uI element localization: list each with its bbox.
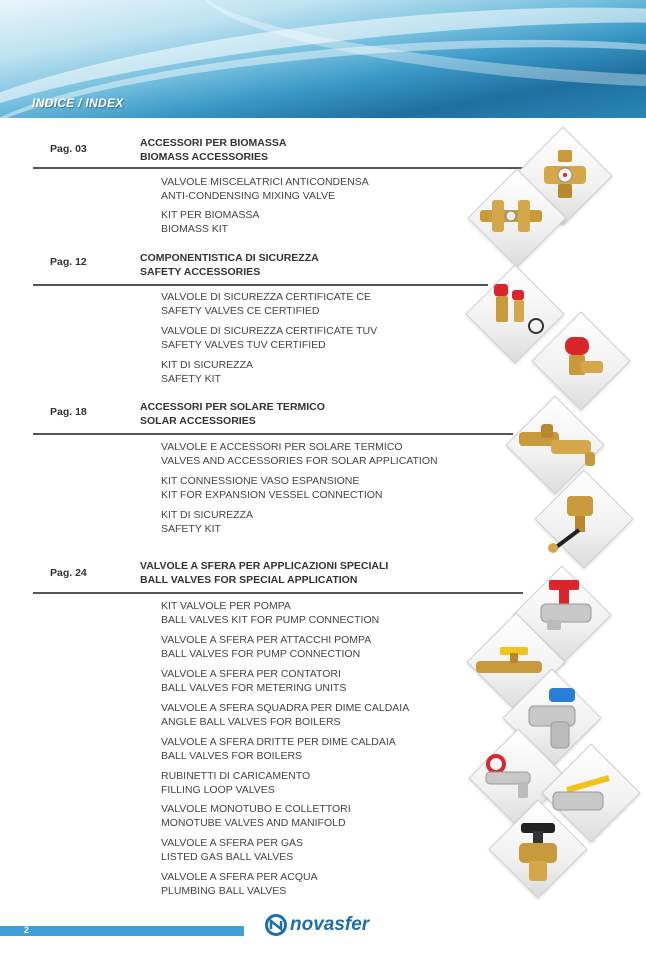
- list-item: [161, 176, 369, 203]
- list-item: [161, 837, 303, 864]
- section-title-en: BALL VALVES FOR SPECIAL APPLICATION: [140, 574, 358, 586]
- item-label-en: BALL VALVES FOR PUMP CONNECTION: [161, 647, 361, 660]
- item-label-en: FILLING LOOP VALVES: [161, 783, 275, 796]
- item-label-en: BALL VALVES FOR BOILERS: [161, 749, 303, 762]
- item-label-it: KIT VALVOLE PER POMPA: [161, 600, 291, 612]
- section-page-ref: Pag. 18: [50, 406, 87, 418]
- section-title: [140, 251, 319, 279]
- item-label-en: ANGLE BALL VALVES FOR BOILERS: [161, 715, 341, 728]
- plumbing-valve-image: [509, 817, 567, 887]
- list-item: [161, 668, 346, 695]
- section-page-ref: Pag. 12: [50, 256, 87, 268]
- footer-bar: [0, 926, 244, 936]
- item-label-en: SAFETY VALVES CE CERTIFIED: [161, 304, 320, 317]
- list-item: [161, 209, 259, 236]
- pump-kit-valve-image: [533, 576, 597, 642]
- solar-safety-kit-image: [545, 490, 609, 556]
- item-label-en: BALL VALVES KIT FOR PUMP CONNECTION: [161, 613, 380, 626]
- item-label-it: VALVOLE A SFERA SQUADRA PER DIME CALDAIA: [161, 702, 410, 714]
- item-label-it: KIT CONNESSIONE VASO ESPANSIONE: [161, 475, 360, 487]
- section-divider: [33, 284, 488, 286]
- filling-loop-valve-image: [478, 752, 538, 802]
- header-banner: [0, 0, 646, 118]
- solar-valve-image: [515, 418, 605, 470]
- item-label-it: VALVOLE DI SICUREZZA CERTIFICATE TUV: [161, 325, 378, 337]
- item-label-en: MONOTUBE VALVES AND MANIFOLD: [161, 816, 346, 829]
- biomass-kit-image: [478, 194, 544, 238]
- page-number: 2: [24, 925, 30, 935]
- brand-name: novasfer: [290, 914, 370, 935]
- item-label-en: SAFETY KIT: [161, 522, 221, 535]
- gas-valve-image: [547, 772, 617, 818]
- pump-connection-valve-image: [470, 643, 550, 681]
- list-item: [161, 702, 409, 729]
- item-label-it: VALVOLE A SFERA DRITTE PER DIME CALDAIA: [161, 736, 396, 748]
- section-title-it: ACCESSORI PER SOLARE TERMICO: [140, 401, 325, 413]
- list-item: [161, 509, 253, 536]
- list-item: [161, 441, 438, 468]
- safety-valve-red-image: [553, 331, 609, 389]
- item-label-it: VALVOLE MONOTUBO E COLLETTORI: [161, 803, 351, 815]
- page-title: INDICE / INDEX: [32, 96, 124, 110]
- item-label-it: VALVOLE MISCELATRICI ANTICONDENSA: [161, 176, 369, 188]
- section-title-en: SAFETY ACCESSORIES: [140, 266, 261, 278]
- item-label-en: BALL VALVES FOR METERING UNITS: [161, 681, 347, 694]
- item-label-it: KIT DI SICUREZZA: [161, 359, 253, 371]
- section-page-ref: Pag. 24: [50, 567, 87, 579]
- list-item: [161, 291, 371, 318]
- item-label-en: SAFETY KIT: [161, 372, 221, 385]
- item-label-it: VALVOLE A SFERA PER GAS: [161, 837, 304, 849]
- section-divider: [33, 592, 523, 594]
- list-item: [161, 325, 377, 352]
- section-divider: [33, 433, 513, 435]
- section-title-en: SOLAR ACCESSORIES: [140, 415, 256, 427]
- item-label-en: VALVES AND ACCESSORIES FOR SOLAR APPLICATION: [161, 454, 438, 467]
- item-label-en: LISTED GAS BALL VALVES: [161, 850, 294, 863]
- item-label-en: KIT FOR EXPANSION VESSEL CONNECTION: [161, 488, 383, 501]
- list-item: [161, 634, 371, 661]
- item-label-en: PLUMBING BALL VALVES: [161, 884, 287, 897]
- item-label-it: VALVOLE E ACCESSORI PER SOLARE TERMICO: [161, 441, 403, 453]
- brand-logo: [265, 914, 369, 936]
- item-label-en: SAFETY VALVES TUV CERTIFIED: [161, 338, 326, 351]
- list-item: [161, 359, 253, 386]
- section-title-it: COMPONENTISTICA DI SICUREZZA: [140, 252, 319, 264]
- section-title: [140, 400, 325, 428]
- mixing-valve-image: [536, 146, 592, 202]
- item-label-it: RUBINETTI DI CARICAMENTO: [161, 770, 311, 782]
- list-item: [161, 600, 379, 627]
- list-item: [161, 475, 383, 502]
- section-divider: [33, 167, 538, 169]
- section-title-it: ACCESSORI PER BIOMASSA: [140, 137, 287, 149]
- item-label-en: ANTI-CONDENSING MIXING VALVE: [161, 189, 336, 202]
- list-item: [161, 871, 318, 898]
- item-label-it: VALVOLE DI SICUREZZA CERTIFICATE CE: [161, 291, 371, 303]
- novasfer-logo-icon: [265, 914, 287, 936]
- item-label-en: BIOMASS KIT: [161, 222, 229, 235]
- item-label-it: KIT DI SICUREZZA: [161, 509, 253, 521]
- item-label-it: KIT PER BIOMASSA: [161, 209, 260, 221]
- section-title-en: BIOMASS ACCESSORIES: [140, 151, 268, 163]
- safety-valve-image: [484, 280, 544, 340]
- item-label-it: VALVOLE A SFERA PER CONTATORI: [161, 668, 341, 680]
- section-title: [140, 136, 286, 164]
- list-item: [161, 803, 351, 830]
- section-page-ref: Pag. 03: [50, 143, 87, 155]
- section-title: [140, 559, 388, 587]
- list-item: [161, 736, 396, 763]
- item-label-it: VALVOLE A SFERA PER ACQUA: [161, 871, 318, 883]
- item-label-it: VALVOLE A SFERA PER ATTACCHI POMPA: [161, 634, 372, 646]
- list-item: [161, 770, 310, 797]
- section-title-it: VALVOLE A SFERA PER APPLICAZIONI SPECIALI: [140, 560, 389, 572]
